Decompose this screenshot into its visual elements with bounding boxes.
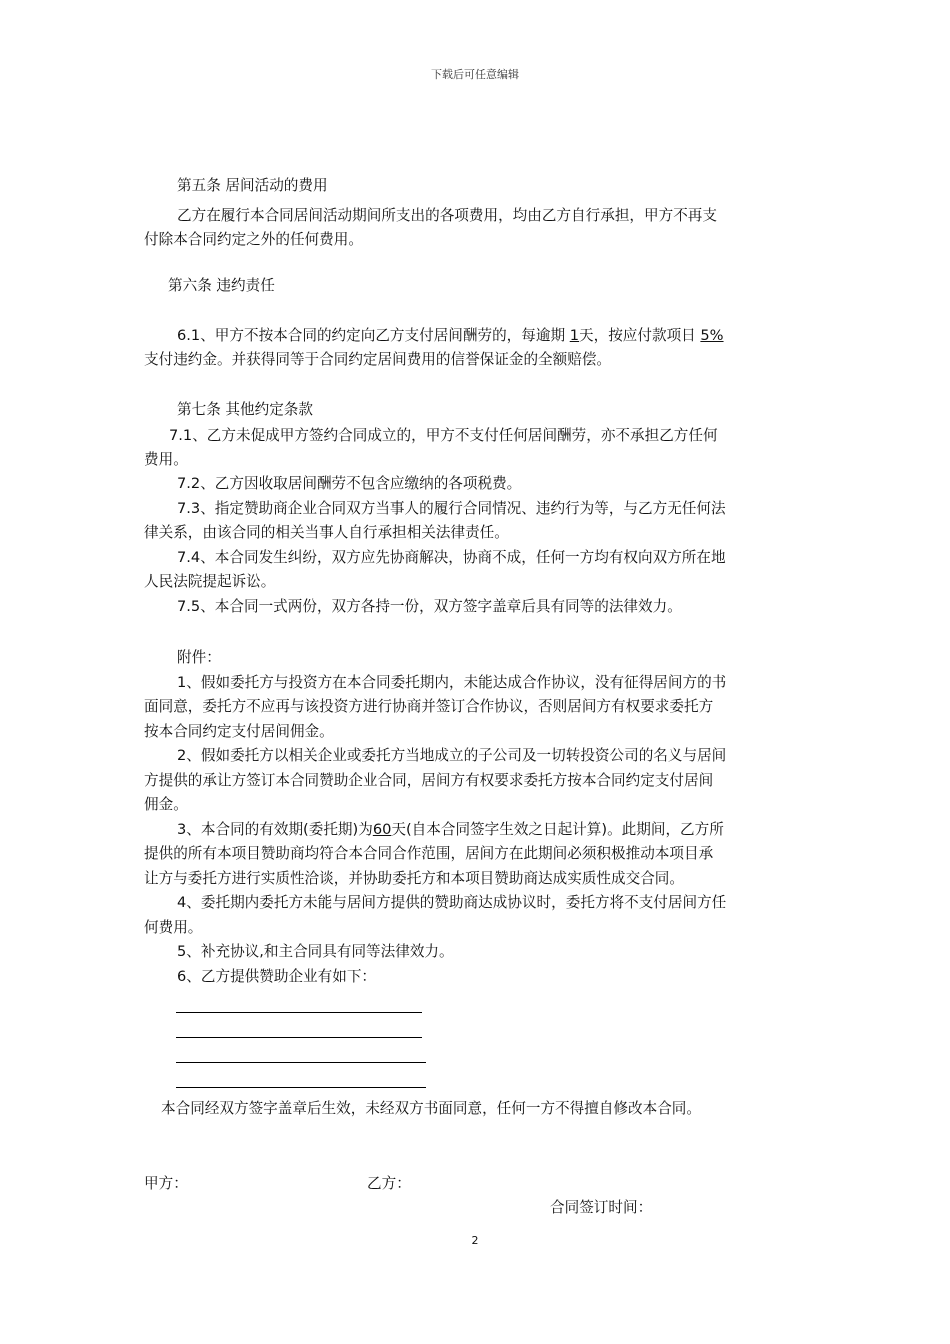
attachment-item2-line2: 方提供的承让方签订本合同赞助企业合同，居间方有权要求委托方按本合同约定支付居间 — [144, 772, 714, 789]
attachment-item2-line1: 2、假如委托方以相关企业或委托方当地成立的子公司及一切转投资公司的名义与居间 — [177, 747, 727, 764]
article7-clause4-line1: 7.4、本合同发生纠纷，双方应先协商解决，协商不成，任何一方均有权向双方所在地 — [177, 549, 726, 566]
attachment-item2-line3: 佣金。 — [144, 796, 188, 813]
attachment-item4-line1: 4、委托期内委托方未能与居间方提供的赞助商达成协议时，委托方将不支付居间方任 — [177, 894, 727, 911]
attachment-item1-line3: 按本合同约定支付居间佣金。 — [144, 723, 334, 740]
article5-text-line2: 付除本合同约定之外的任何费用。 — [144, 231, 363, 248]
article7-clause3-line2: 律关系，由该合同的相关当事人自行承担相关法律责任。 — [144, 524, 509, 541]
item3-text-a: 3、本合同的有效期(委托期)为 — [177, 821, 373, 838]
clause1-text-b: 天，按应付款项日 — [579, 327, 701, 344]
article6-clause1-line2: 支付违约金。并获得同等于合同约定居间费用的信誉保证金的全额赔偿。 — [144, 351, 612, 368]
attachment-item4-line2: 何费用。 — [144, 919, 203, 936]
article7-clause3-line1: 7.3、指定赞助商企业合同双方当事人的履行合同情况、违约行为等，与乙方无任何法 — [177, 500, 726, 517]
page-header: 下载后可任意编辑 — [431, 68, 519, 81]
article7-clause1-line2: 费用。 — [144, 451, 188, 468]
party-b-label: 乙方： — [367, 1175, 411, 1192]
article7-clause1-line1: 7.1、乙方未促成甲方签约合同成立的，甲方不支付任何居间酬劳，亦不承担乙方任何 — [169, 427, 718, 444]
signing-date-label: 合同签订时间： — [550, 1199, 653, 1216]
attachment-item5: 5、补充协议,和主合同具有同等法律效力。 — [177, 943, 454, 960]
article7-clause5: 7.5、本合同一式两份，双方各持一份，双方签字盖章后具有同等的法律效力。 — [177, 598, 682, 615]
validity-days: 60 — [372, 821, 392, 838]
article5-text-line1: 乙方在履行本合同居间活动期间所支出的各项费用，均由乙方自行承担，甲方不再支 — [177, 207, 717, 224]
overdue-days: 1 — [569, 327, 579, 344]
closing-statement: 本合同经双方签字盖章后生效，未经双方书面同意，任何一方不得擅自修改本合同。 — [161, 1100, 701, 1117]
article6-clause1-line1 — [177, 326, 724, 346]
attachment-item1-line1: 1、假如委托方与投资方在本合同委托期内，未能达成合作协议，没有征得居间方的书 — [177, 674, 727, 691]
article7-title: 第七条 其他约定条款 — [177, 401, 313, 418]
attachment-item6: 6、乙方提供赞助企业有如下： — [177, 968, 377, 985]
attachment-item3-line3: 让方与委托方进行实质性洽谈，并协助委托方和本项目赞助商达成实质性成交合同。 — [144, 870, 684, 887]
item3-text-b: 天(自本合同签字生效之日起计算)。此期间，乙方所 — [391, 821, 724, 838]
sponsor-blank-line-2 — [176, 1037, 422, 1038]
attachment-title: 附件： — [177, 649, 221, 666]
article6-title: 第六条 违约责任 — [168, 277, 275, 294]
sponsor-blank-line-3 — [176, 1062, 426, 1063]
page-number: 2 — [471, 1234, 479, 1247]
article5-title: 第五条 居间活动的费用 — [177, 177, 328, 194]
sponsor-blank-line-1 — [176, 1012, 422, 1013]
article7-clause4-line2: 人民法院提起诉讼。 — [144, 573, 276, 590]
attachment-item1-line2: 面同意，委托方不应再与该投资方进行协商并签订合作协议，否则居间方有权要求委托方 — [144, 698, 714, 715]
attachment-item3-line2: 提供的所有本项目赞助商均符合本合同合作范围，居间方在此期间必须积极推动本项目承 — [144, 845, 714, 862]
clause1-text-a: 6.1、甲方不按本合同的约定向乙方支付居间酬劳的，每逾期 — [177, 327, 570, 344]
article7-clause2: 7.2、乙方因收取居间酬劳不包含应缴纳的各项税费。 — [177, 475, 522, 492]
sponsor-blank-line-4 — [176, 1087, 426, 1088]
attachment-item3-line1 — [177, 820, 724, 840]
party-a-label: 甲方： — [144, 1175, 188, 1192]
penalty-rate: 5% — [700, 327, 724, 344]
